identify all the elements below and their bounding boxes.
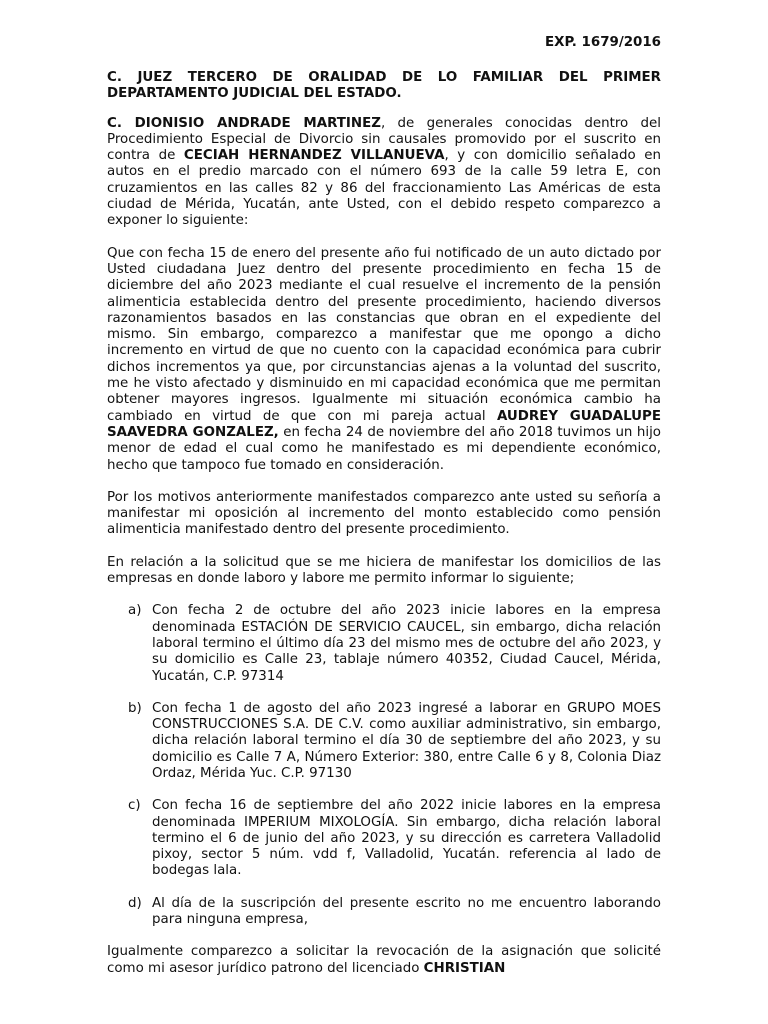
petitioner-name: C. DIONISIO ANDRADE MARTINEZ	[107, 115, 381, 131]
paragraph-1-text-1: Que con fecha 15 de enero del presente año fui notificado de un auto dictado por Usted ciudadana Juez dentro del presente procedimiento en fecha 15 de diciembre del año 2023 mediante el cual resuelve el incremento de la pensión alimenticia establecida dentro del presente procedimiento, haciendo diversos razonamientos basados en las constancias que obran en el expediente del mismo. Sin embargo, comparezco a manifestar que me opongo a dicho incremento en virtud de que no cuento con la capacidad económica para cubrir dichos incrementos ya que, por circunstancias ajenas a la voluntad del suscrito, me he visto afectado y disminuido en mi capacidad económica que me permitan obtener mayores ingresos. Igualmente mi situación económica cambio ha cambiado en virtud de que con mi pareja actual	[107, 245, 661, 424]
addressee-heading: C. JUEZ TERCERO DE ORALIDAD DE LO FAMILIAR DEL PRIMER DEPARTAMENTO JUDICIAL DEL ESTADO.	[107, 70, 661, 102]
partner-name: AUDREY GUADALUPE SAAVEDRA GONZALEZ,	[107, 408, 661, 440]
list-item	[107, 701, 661, 782]
list-item-text: Al día de la suscripción del presente escrito no me encuentro laborando para ninguna empresa,	[152, 895, 661, 928]
list-item-text: Con fecha 16 de septiembre del año 2022 inicie labores en la empresa denominada IMPERIUM MIXOLOGÍA. Sin embargo, dicha relación laboral termino el 6 de junio del año 2023, y su dirección es carretera Valladolid pixoy, sector 5 núm. vdd f, Valladolid, Yucatán. referencia al lado de bodegas lala.	[152, 798, 661, 879]
list-item	[107, 896, 661, 929]
employer-list	[107, 603, 661, 928]
list-marker: b)	[128, 700, 142, 716]
intro-text-2: , y con domicilio señalado en autos en el predio marcado con el número 693 de la calle 59 letra E, con cruzamientos en las calles 82 y 86 del fraccionamiento Las Américas de esta ciudad de Mérida, Yucatán, ante Usted, con el debido respeto comparezco a exponer lo siguiente:	[107, 148, 661, 229]
paragraph-4-text: Igualmente comparezco a solicitar la revocación de la asignación que solicité como mi asesor jurídico patrono del licenciado	[107, 944, 661, 976]
intro-paragraph	[107, 116, 661, 230]
list-marker: c)	[128, 798, 141, 814]
paragraph-opposition: Por los motivos anteriormente manifestados comparezco ante usted su señoría a manifestar mi oposición al incremento del monto establecido como pensión alimenticia manifestado dentro del presente procedimiento.	[107, 489, 661, 538]
case-number: EXP. 1679/2016	[544, 35, 661, 50]
list-item-text: Con fecha 2 de octubre del año 2023 inicie labores en la empresa denominada ESTACIÓN DE SERVICIO CAUCEL, sin embargo, dicha relación laboral termino el último día 23 del mismo mes de octubre del año 2023, y su domicilio es Calle 23, tablaje número 40352, Ciudad Caucel, Mérida, Yucatán, C.P. 97314	[152, 603, 661, 684]
paragraph-notification	[107, 246, 661, 474]
list-item	[107, 798, 661, 879]
paragraph-1-text-2: en fecha 24 de noviembre del año 2018 tuvimos un hijo menor de edad el cual como he manifestado es mi dependiente económico, hecho que tampoco fue tomado en consideración.	[107, 424, 661, 473]
list-marker: a)	[128, 603, 142, 619]
paragraph-employers: En relación a la solicitud que se me hiciera de manifestar los domicilios de las empresas en donde laboro y labore me permito informar lo siguiente;	[107, 554, 661, 587]
list-item-text: Con fecha 1 de agosto del año 2023 ingresé a laborar en GRUPO MOES CONSTRUCCIONES S.A. DE C.V. como auxiliar administrativo, sin embargo, dicha relación laboral termino el día 30 de septiembre del año 2023, y su domicilio es Calle 7 A, Número Exterior: 380, entre Calle 6 y 8, Colonia Diaz Ordaz, Mérida Yuc. C.P. 97130	[152, 700, 661, 781]
paragraph-revocation	[107, 944, 661, 977]
lawyer-name: CHRISTIAN	[423, 960, 506, 976]
document-body	[107, 70, 661, 977]
intro-text-1: , de generales conocidas dentro del Procedimiento Especial de Divorcio sin causales promovido por el suscrito en contra de	[107, 115, 661, 164]
counterparty-name: CECIAH HERNANDEZ VILLANUEVA	[183, 148, 445, 164]
list-marker: d)	[128, 895, 142, 911]
list-item	[107, 603, 661, 684]
